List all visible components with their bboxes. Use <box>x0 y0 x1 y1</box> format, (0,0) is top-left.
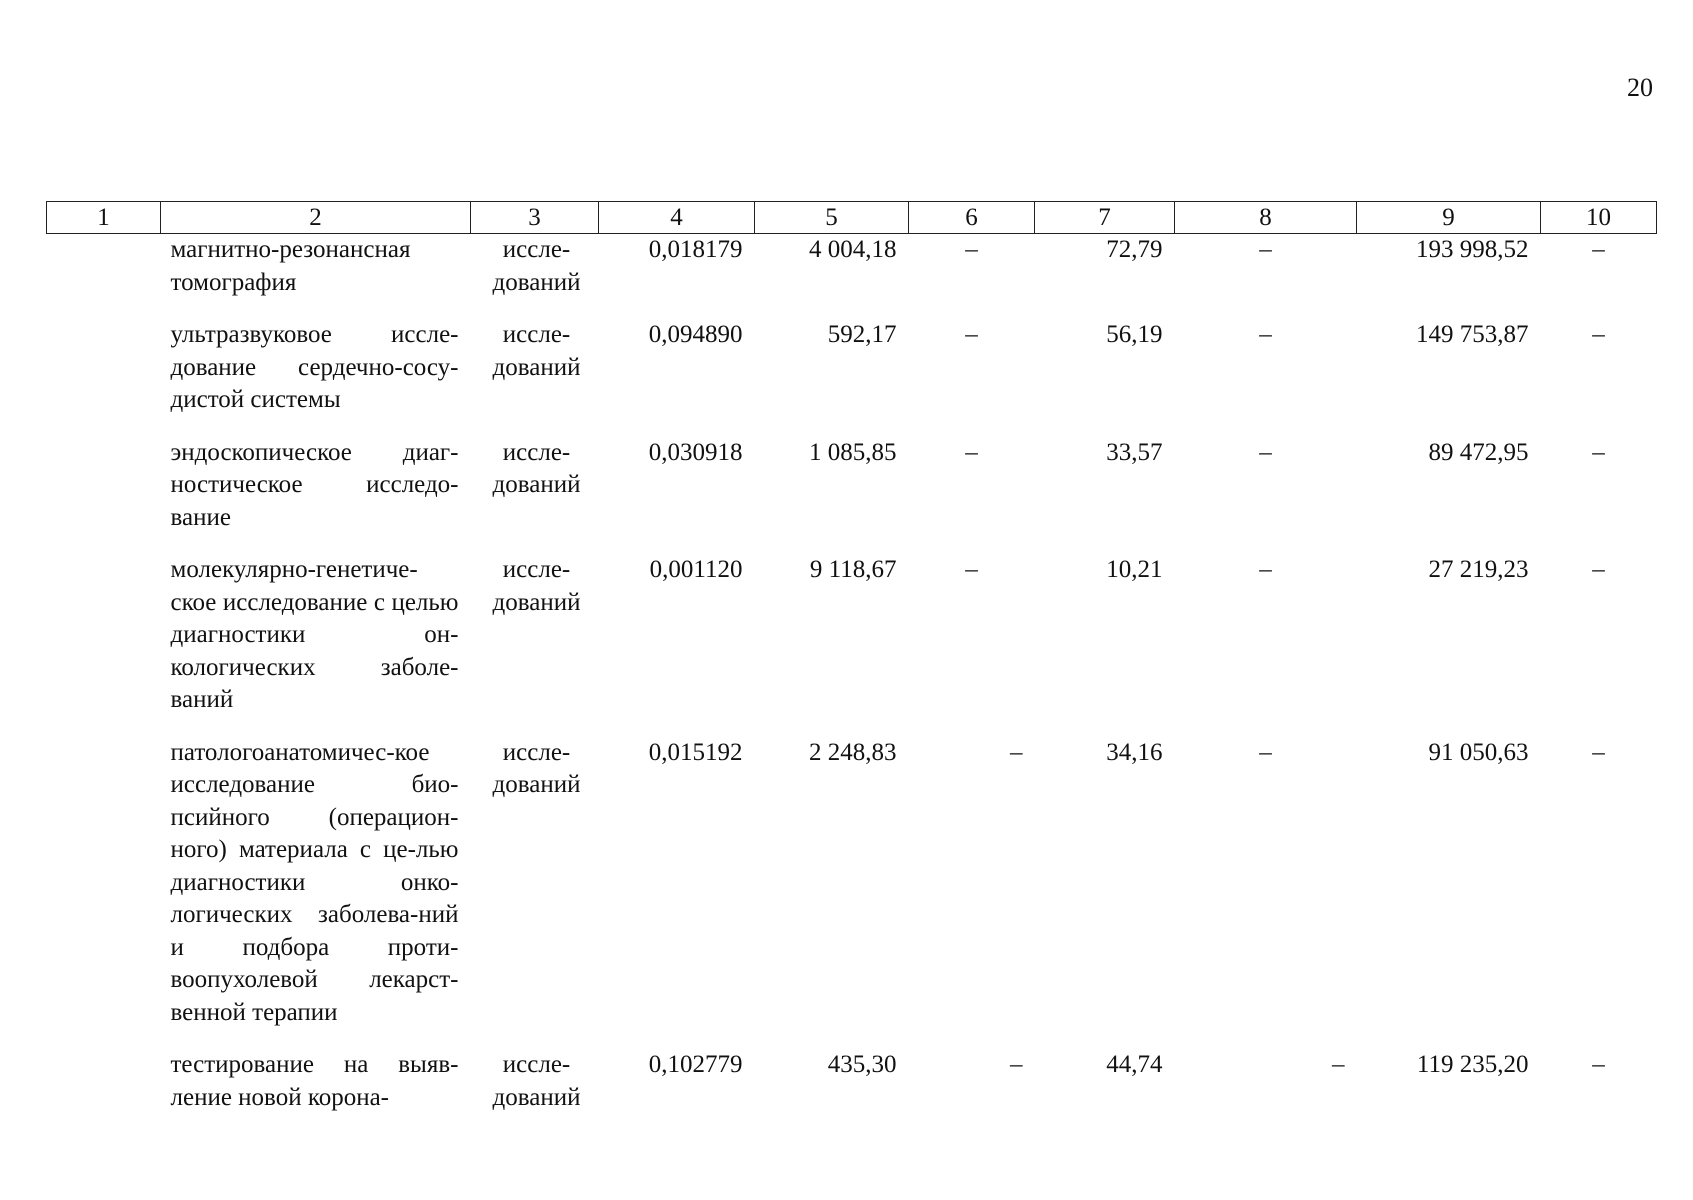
row-value-8: – <box>1259 438 1272 466</box>
data-table <box>46 201 1657 1134</box>
row-value-4: 0,015192 <box>648 738 743 766</box>
row-value-5: 4 004,18 <box>809 236 897 263</box>
row-value-9: 119 235,20 <box>1416 1051 1529 1078</box>
column-header-3: 3 <box>471 202 599 234</box>
column-header-8: 8 <box>1175 202 1357 234</box>
row-value-4: 0,102779 <box>648 1051 743 1078</box>
row-value-9: 149 753,87 <box>1416 321 1529 348</box>
row-value-7: 34,16 <box>1106 738 1163 766</box>
row-value-4: 0,001120 <box>649 556 743 583</box>
row-name: магнитно-резонансная томография <box>170 236 411 296</box>
row-name: патологоанатомичес-кое исследование био-псийного (операцион-ного) материала с це-лью диагностики онко-логических заболева-ний и подбора проти-воопухолевой лекарст-венной терапии <box>170 738 459 1026</box>
row-value-10: – <box>1592 438 1605 466</box>
row-value-4: 0,018179 <box>648 236 743 263</box>
row-value-10: – <box>1592 236 1605 263</box>
row-value-5: 1 085,85 <box>809 438 897 466</box>
row-name: эндоскопическое диаг-ностическое исследо-вание <box>170 438 459 531</box>
row-value-9: 91 050,63 <box>1428 738 1529 766</box>
row-value-9: 89 472,95 <box>1428 438 1529 466</box>
row-unit: иссле-дований <box>492 1051 581 1111</box>
table-header <box>47 202 1657 234</box>
table-row <box>47 437 1657 555</box>
row-value-10: – <box>1592 321 1605 348</box>
row-value-7: 56,19 <box>1106 321 1163 348</box>
row-name: тестирование на выяв-ление новой корона- <box>170 1051 459 1111</box>
row-cell-1 <box>47 437 161 555</box>
row-value-8: – <box>1259 321 1272 348</box>
row-value-5: 435,30 <box>827 1051 897 1078</box>
column-header-10: 10 <box>1541 202 1657 234</box>
row-name: молекулярно-генетиче-ское исследование с целью диагностики он-кологических заболе-ваний <box>170 556 459 713</box>
row-cell-1 <box>47 319 161 437</box>
row-value-6: – <box>965 556 978 583</box>
row-value-10: – <box>1592 738 1605 766</box>
row-value-8: – <box>1259 738 1272 766</box>
table-row <box>47 554 1657 737</box>
row-value-9: 27 219,23 <box>1428 556 1529 583</box>
row-value-8: – <box>1259 236 1272 263</box>
row-cell-1 <box>47 234 161 320</box>
row-value-8: – <box>1332 1051 1345 1078</box>
row-unit: иссле-дований <box>492 556 581 616</box>
row-value-9: 193 998,52 <box>1416 236 1529 263</box>
table-row <box>47 234 1657 320</box>
row-value-7: 33,57 <box>1106 438 1163 466</box>
row-value-6: – <box>965 321 978 348</box>
row-value-6: – <box>965 438 978 466</box>
row-unit: иссле-дований <box>492 738 581 798</box>
table-row <box>47 319 1657 437</box>
row-cell-1 <box>47 737 161 1050</box>
column-header-4: 4 <box>599 202 755 234</box>
row-name: ультразвуковое иссле-дование сердечно-сосу-дистой системы <box>170 321 459 413</box>
column-header-6: 6 <box>909 202 1035 234</box>
column-header-7: 7 <box>1035 202 1175 234</box>
column-header-5: 5 <box>755 202 909 234</box>
row-cell-1 <box>47 554 161 737</box>
page-number: 20 <box>1627 73 1653 102</box>
column-header-2: 2 <box>161 202 471 234</box>
row-value-4: 0,094890 <box>648 321 743 348</box>
row-value-5: 9 118,67 <box>809 556 897 583</box>
row-value-5: 592,17 <box>827 321 897 348</box>
row-value-6: – <box>1010 1051 1023 1078</box>
row-value-8: – <box>1259 556 1272 583</box>
row-value-6: – <box>965 236 978 263</box>
row-unit: иссле-дований <box>492 321 581 381</box>
column-header-1: 1 <box>47 202 161 234</box>
row-value-4: 0,030918 <box>648 438 743 466</box>
row-unit: иссле-дований <box>492 438 581 498</box>
table-body <box>47 234 1657 1135</box>
row-unit: иссле-дований <box>492 236 581 296</box>
row-value-6: – <box>1010 738 1023 766</box>
row-cell-1 <box>47 1049 161 1134</box>
table-row <box>47 1049 1657 1134</box>
table-row <box>47 737 1657 1050</box>
column-header-9: 9 <box>1357 202 1541 234</box>
row-value-10: – <box>1592 1051 1605 1078</box>
header-row <box>47 202 1657 234</box>
row-value-10: – <box>1592 556 1605 583</box>
row-value-5: 2 248,83 <box>809 738 897 766</box>
row-value-7: 72,79 <box>1106 236 1163 263</box>
row-value-7: 44,74 <box>1106 1051 1163 1078</box>
row-value-7: 10,21 <box>1106 556 1163 583</box>
